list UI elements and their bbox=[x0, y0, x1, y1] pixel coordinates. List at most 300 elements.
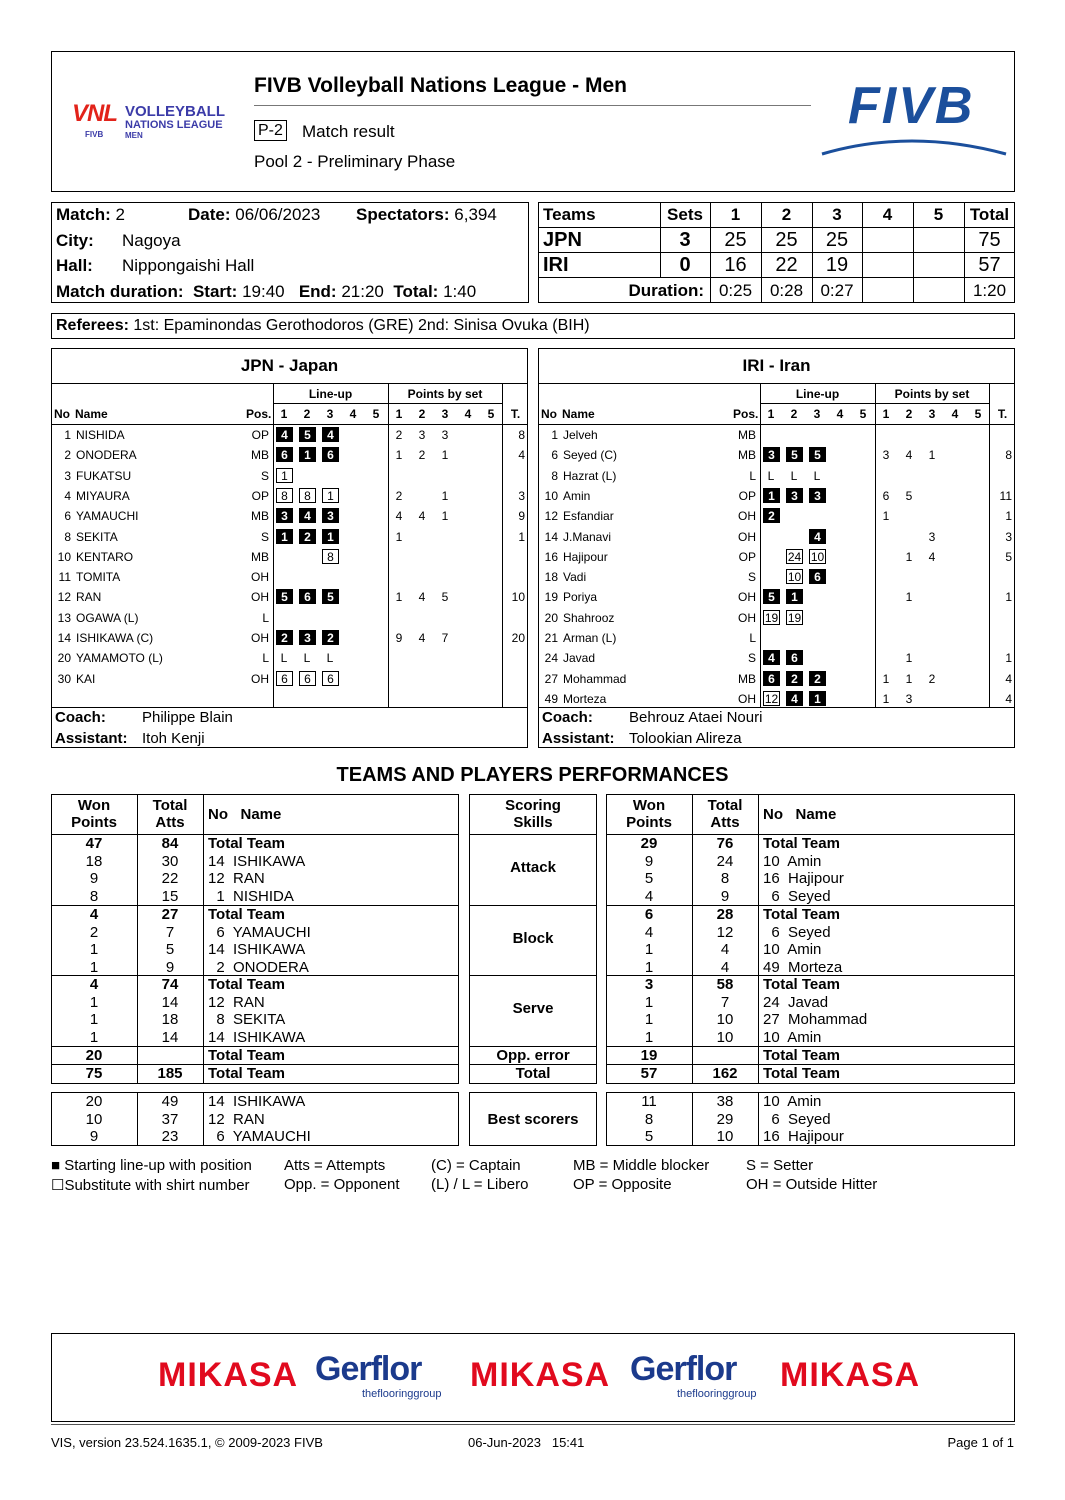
total-atts: 12 bbox=[716, 923, 734, 941]
player-or-team: 8 SEKITA bbox=[208, 1011, 286, 1029]
lineup-start-position: 3 bbox=[322, 508, 339, 523]
set-points: 1 bbox=[928, 448, 936, 463]
player-name: NISHIDA bbox=[76, 428, 125, 442]
lineup-libero: L bbox=[326, 651, 334, 666]
won-points: 9 bbox=[89, 870, 99, 888]
won-header: Points bbox=[626, 814, 672, 831]
total-atts: 15 bbox=[161, 887, 179, 905]
player-number: 4 bbox=[64, 488, 71, 503]
set-points: 3 bbox=[905, 691, 913, 706]
set-duration: 0:28 bbox=[769, 281, 804, 300]
player-or-team: 10 Amin bbox=[763, 941, 822, 959]
player-position: OH bbox=[738, 610, 756, 625]
lineup-start-position: 4 bbox=[276, 427, 293, 442]
player-or-team: 14 ISHIKAWA bbox=[208, 941, 306, 959]
set-header: 2 bbox=[418, 407, 426, 421]
player-name: Vadi bbox=[563, 570, 587, 585]
lineup-substitute: 19 bbox=[787, 610, 802, 625]
perf-col-divider bbox=[758, 1092, 759, 1146]
player-total: 9 bbox=[518, 509, 525, 524]
player-number: 27 bbox=[544, 671, 558, 686]
legend-item: Opp. = Opponent bbox=[284, 1176, 400, 1193]
player-total: 10 bbox=[511, 590, 525, 605]
roster-divider bbox=[51, 383, 528, 384]
pos-header: Pos. bbox=[246, 407, 272, 421]
player-or-team: Total Team bbox=[208, 906, 285, 923]
lineup-start-position: 5 bbox=[322, 589, 339, 604]
match-date: 06/06/2023 bbox=[235, 205, 321, 224]
score-row-divider bbox=[538, 277, 1015, 278]
set-points: 1 bbox=[441, 488, 449, 503]
legend-item: OP = Opposite bbox=[573, 1176, 672, 1193]
won-points: 4 bbox=[89, 906, 99, 923]
won-points: 1 bbox=[644, 1028, 654, 1046]
lineup-libero: L bbox=[767, 468, 775, 483]
set-points: 3 bbox=[928, 529, 936, 544]
set-duration: 0:25 bbox=[718, 281, 753, 300]
won-points: 1 bbox=[644, 1011, 654, 1029]
set-header: 1 bbox=[882, 407, 890, 421]
lineup-libero: L bbox=[280, 651, 288, 666]
player-number: 8 bbox=[64, 529, 71, 544]
lineup-substitute: 10 bbox=[810, 549, 825, 564]
player-name: RAN bbox=[76, 590, 102, 605]
set-score: 25 bbox=[775, 229, 798, 251]
player-name: FUKATSU bbox=[76, 468, 132, 483]
player-or-team: 2 ONODERA bbox=[208, 958, 309, 976]
set-header: 1 bbox=[767, 407, 775, 421]
set-points: 9 bbox=[395, 631, 403, 645]
set-points: 1 bbox=[441, 509, 449, 524]
lineup-libero: L bbox=[303, 651, 311, 666]
won-points: 4 bbox=[89, 976, 99, 993]
match-number: 2 bbox=[115, 205, 125, 224]
points-header: Points by set bbox=[894, 387, 970, 401]
roster-divider bbox=[538, 707, 1015, 708]
set-points: 1 bbox=[395, 590, 403, 605]
set-header: 3 bbox=[813, 407, 821, 421]
player-total: 11 bbox=[999, 488, 1012, 503]
player-number: 10 bbox=[544, 488, 558, 503]
player-position: OH bbox=[738, 529, 756, 544]
player-or-team: 12 RAN bbox=[208, 993, 265, 1011]
lineup-substitute: 24 bbox=[787, 549, 802, 564]
lineup-start-position: 2 bbox=[299, 529, 316, 544]
score-header: 4 bbox=[882, 205, 893, 224]
player-position: OH bbox=[251, 631, 269, 645]
lineup-start-position: 1 bbox=[809, 691, 826, 706]
set-header: 2 bbox=[303, 407, 311, 421]
lineup-substitute: 12 bbox=[764, 691, 779, 706]
mikasa-logo: MIKASA bbox=[780, 1356, 921, 1394]
player-position: OP bbox=[738, 549, 756, 564]
player-name: SEKITA bbox=[76, 529, 118, 544]
legend-item: MB = Middle blocker bbox=[573, 1157, 710, 1174]
spectators-row: Spectators: 6,394 bbox=[356, 205, 497, 224]
player-position: OP bbox=[251, 428, 269, 442]
lineup-start-position: 2 bbox=[276, 630, 293, 645]
set-header: 3 bbox=[928, 407, 936, 421]
set-points: 1 bbox=[905, 590, 913, 605]
set-header: 5 bbox=[859, 407, 867, 421]
set-header: 2 bbox=[790, 407, 798, 421]
player-or-team: Total Team bbox=[763, 835, 840, 852]
total-atts: 10 bbox=[716, 1128, 734, 1146]
won-points: 4 bbox=[644, 887, 654, 905]
player-name: Morteza bbox=[563, 691, 607, 706]
player-number: 12 bbox=[57, 590, 71, 605]
set-points: 2 bbox=[395, 428, 403, 442]
player-name: Javad bbox=[563, 651, 596, 666]
player-number: 13 bbox=[57, 610, 71, 625]
player-number: 8 bbox=[551, 468, 558, 483]
phase: Pool 2 - Preliminary Phase bbox=[254, 152, 456, 171]
gerflor-logo: Gerflor bbox=[315, 1350, 422, 1388]
player-or-team: 24 Javad bbox=[763, 993, 829, 1011]
points-header: Points by set bbox=[407, 387, 483, 401]
player-position: MB bbox=[251, 509, 269, 524]
player-or-team: 10 Amin bbox=[763, 1093, 822, 1110]
set-score: 25 bbox=[724, 229, 747, 251]
won-points: 18 bbox=[85, 852, 103, 870]
set-points: 4 bbox=[928, 549, 936, 564]
player-or-team: 6 Seyed bbox=[763, 923, 831, 941]
skill-name: Opp. error bbox=[496, 1047, 570, 1064]
roster-divider bbox=[51, 424, 528, 425]
player-position: OP bbox=[251, 488, 269, 503]
player-number: 1 bbox=[551, 428, 558, 442]
won-points: 6 bbox=[644, 906, 654, 923]
player-or-team: 10 Amin bbox=[763, 852, 822, 870]
set-header: 5 bbox=[372, 407, 380, 421]
player-or-team: 27 Mohammad bbox=[763, 1011, 868, 1029]
player-total: 20 bbox=[511, 631, 525, 645]
total-atts: 24 bbox=[716, 852, 734, 870]
legend-item: OH = Outside Hitter bbox=[746, 1176, 878, 1193]
player-position: MB bbox=[251, 549, 269, 564]
coach-name: Philippe Blain bbox=[142, 709, 233, 726]
lineup-start-position: 2 bbox=[809, 671, 826, 686]
assistant-name: Tolookian Alireza bbox=[629, 730, 742, 747]
won-points: 1 bbox=[644, 941, 654, 959]
player-position: OH bbox=[251, 671, 269, 686]
gerflor-tagline: theflooringgroup bbox=[362, 1388, 442, 1400]
player-position: MB bbox=[738, 448, 756, 463]
set-points: 1 bbox=[905, 549, 913, 564]
lineup-start-position: 1 bbox=[786, 589, 803, 604]
set-points: 1 bbox=[882, 671, 890, 686]
lineup-start-position: 1 bbox=[299, 447, 316, 462]
total-atts: 84 bbox=[161, 835, 179, 852]
team-code: IRI bbox=[543, 254, 569, 276]
title-underline bbox=[254, 105, 811, 106]
total-atts: 7 bbox=[720, 993, 730, 1011]
set-header: 4 bbox=[951, 407, 959, 421]
atts-header: Atts bbox=[710, 814, 740, 831]
lineup-start-position: 5 bbox=[276, 589, 293, 604]
player-name: J.Manavi bbox=[563, 529, 612, 544]
lineup-start-position: 6 bbox=[786, 650, 803, 665]
lineup-start-position: 4 bbox=[763, 650, 780, 665]
lineup-start-position: 5 bbox=[299, 427, 316, 442]
set-points: 4 bbox=[418, 590, 426, 605]
won-points: 29 bbox=[640, 835, 658, 852]
player-position: S bbox=[747, 570, 756, 585]
match-row: Match: 2 bbox=[56, 205, 125, 224]
total-atts: 18 bbox=[161, 1011, 179, 1029]
fivb-logo-text: FIVB bbox=[848, 77, 975, 135]
player-number: 11 bbox=[58, 570, 71, 585]
player-name: KENTARO bbox=[76, 549, 134, 564]
coach-label: Coach: bbox=[542, 709, 593, 726]
total-atts: 28 bbox=[716, 906, 734, 923]
player-or-team: 1 NISHIDA bbox=[208, 887, 294, 905]
player-name: ISHIKAWA (C) bbox=[76, 631, 154, 645]
lineup-start-position: 4 bbox=[809, 529, 826, 544]
no-header: No bbox=[541, 407, 557, 421]
hall: Nippongaishi Hall bbox=[122, 256, 255, 275]
lineup-start-position: 5 bbox=[809, 447, 826, 462]
total-atts: 10 bbox=[716, 1028, 734, 1046]
total-atts: 27 bbox=[161, 906, 179, 923]
set-duration: 0:27 bbox=[820, 281, 854, 300]
vnl-logo bbox=[72, 100, 237, 145]
score-header: 2 bbox=[781, 205, 792, 224]
set-points: 1 bbox=[882, 509, 890, 524]
lineup-start-position: 4 bbox=[322, 427, 339, 442]
roster-divider bbox=[538, 383, 1015, 384]
lineup-start-position: 3 bbox=[786, 488, 803, 503]
legend-item: (C) = Captain bbox=[431, 1157, 521, 1174]
roster-col-divider bbox=[760, 383, 761, 707]
player-number: 20 bbox=[57, 651, 71, 666]
set-header: 4 bbox=[349, 407, 357, 421]
won-points: 1 bbox=[89, 1011, 99, 1029]
set-points: 1 bbox=[441, 448, 449, 463]
player-number: 16 bbox=[544, 549, 558, 564]
name-header: Name bbox=[562, 407, 595, 421]
player-total: 4 bbox=[1005, 671, 1012, 686]
no-name-header: No Name bbox=[208, 806, 282, 823]
set-header: 3 bbox=[441, 407, 449, 421]
lineup-start-position: 6 bbox=[299, 589, 316, 604]
lineup-start-position: 4 bbox=[786, 691, 803, 706]
player-number: 12 bbox=[544, 509, 558, 524]
player-position: L bbox=[262, 651, 269, 666]
player-position: S bbox=[260, 468, 269, 483]
set-points: 5 bbox=[905, 488, 913, 503]
total-atts: 5 bbox=[165, 941, 175, 959]
skill-name: Block bbox=[512, 930, 554, 947]
lineup-start-position: 6 bbox=[763, 671, 780, 686]
lineup-start-position: 6 bbox=[322, 447, 339, 462]
player-name: Mohammad bbox=[563, 671, 627, 686]
total-atts: 4 bbox=[720, 958, 730, 976]
won-points: 20 bbox=[85, 1093, 103, 1110]
coach-name: Behrouz Ataei Nouri bbox=[629, 709, 763, 726]
player-total: 3 bbox=[1005, 529, 1012, 544]
total-atts: 185 bbox=[157, 1065, 183, 1082]
player-or-team: 6 Seyed bbox=[763, 887, 831, 905]
won-points: 2 bbox=[89, 923, 99, 941]
set-header: 5 bbox=[974, 407, 982, 421]
city-label: City: bbox=[56, 231, 94, 250]
set-score: 16 bbox=[724, 254, 747, 276]
player-number: 2 bbox=[64, 448, 71, 463]
player-or-team: Total Team bbox=[208, 1047, 285, 1064]
set-points: 3 bbox=[418, 428, 426, 442]
duration-label: Duration: bbox=[628, 281, 704, 300]
assistant-label: Assistant: bbox=[55, 730, 128, 747]
lineup-substitute: 1 bbox=[322, 488, 339, 503]
won-points: 3 bbox=[644, 976, 654, 993]
player-position: OH bbox=[251, 570, 269, 585]
skill-name: Total bbox=[515, 1065, 551, 1082]
player-position: MB bbox=[738, 428, 756, 442]
player-or-team: 6 Seyed bbox=[763, 1110, 831, 1128]
set-header: 4 bbox=[836, 407, 844, 421]
player-name: Seyed (C) bbox=[563, 448, 618, 463]
player-name: Jelveh bbox=[563, 428, 598, 442]
perf-col-divider bbox=[758, 794, 759, 1084]
set-points: 4 bbox=[905, 448, 913, 463]
mikasa-logo: MIKASA bbox=[158, 1356, 299, 1394]
roster-divider bbox=[538, 424, 1015, 425]
skill-name: Best scorers bbox=[487, 1111, 579, 1128]
lineup-substitute: 8 bbox=[322, 549, 339, 564]
player-number: 49 bbox=[544, 691, 558, 706]
set-points: 1 bbox=[905, 671, 913, 686]
player-total: 8 bbox=[518, 428, 525, 442]
set-points: 4 bbox=[395, 509, 403, 524]
player-total: 1 bbox=[1005, 651, 1012, 666]
won-points: 10 bbox=[85, 1110, 103, 1128]
player-number: 30 bbox=[57, 671, 71, 686]
player-or-team: Total Team bbox=[763, 1065, 840, 1082]
set-points: 6 bbox=[882, 488, 890, 503]
player-or-team: 49 Morteza bbox=[763, 958, 843, 976]
set-points: 3 bbox=[441, 428, 449, 442]
vnl-logo-mark: VNL bbox=[72, 100, 117, 127]
fivb-swoosh-icon bbox=[820, 132, 1010, 160]
player-name: Esfandiar bbox=[563, 509, 614, 524]
roster-divider bbox=[273, 403, 502, 404]
set-header: 4 bbox=[464, 407, 472, 421]
player-or-team: Total Team bbox=[208, 976, 285, 993]
footer-page: Page 1 of 1 bbox=[947, 1435, 1014, 1450]
skills-divider bbox=[469, 975, 597, 976]
player-or-team: 16 Hajipour bbox=[763, 1128, 844, 1146]
player-position: L bbox=[262, 610, 269, 625]
date-row: Date: 06/06/2023 bbox=[188, 205, 321, 224]
player-total: 1 bbox=[518, 529, 525, 544]
player-name: Hajipour bbox=[563, 549, 608, 564]
set-points: 1 bbox=[905, 651, 913, 666]
score-header: Teams bbox=[543, 205, 596, 224]
legend-item: ■ Starting line-up with position bbox=[51, 1157, 252, 1174]
player-or-team: 10 Amin bbox=[763, 1028, 822, 1046]
won-points: 1 bbox=[89, 941, 99, 959]
won-header: Won bbox=[632, 797, 666, 814]
perf-col-divider bbox=[203, 1092, 204, 1146]
set-points: 4 bbox=[418, 509, 426, 524]
roster-divider bbox=[51, 707, 528, 708]
player-total: 1 bbox=[1005, 590, 1012, 605]
player-number: 14 bbox=[57, 631, 71, 645]
total-atts: 7 bbox=[165, 923, 175, 941]
total-atts: 38 bbox=[716, 1093, 734, 1110]
won-points: 1 bbox=[644, 993, 654, 1011]
score-row-divider bbox=[538, 227, 1015, 228]
player-or-team: 6 YAMAUCHI bbox=[208, 1128, 311, 1146]
footer-version: VIS, version 23.524.1635.1, © 2009-2023 FIVB bbox=[51, 1435, 323, 1450]
gerflor-tagline: theflooringgroup bbox=[677, 1388, 757, 1400]
total-atts: 162 bbox=[712, 1065, 738, 1082]
skill-name: Attack bbox=[510, 859, 556, 876]
total-atts: 9 bbox=[720, 887, 730, 905]
lineup-substitute: 19 bbox=[764, 610, 779, 625]
player-position: S bbox=[747, 651, 756, 666]
score-header: 1 bbox=[730, 205, 741, 224]
score-header: Sets bbox=[667, 205, 703, 224]
performances-title: TEAMS AND PLAYERS PERFORMANCES bbox=[336, 764, 729, 786]
player-number: 19 bbox=[544, 590, 558, 605]
won-points: 4 bbox=[644, 923, 654, 941]
skill-name: Serve bbox=[512, 1000, 554, 1017]
total-atts: 23 bbox=[161, 1128, 179, 1146]
won-points: 19 bbox=[640, 1047, 658, 1064]
team-sets: 0 bbox=[679, 254, 691, 276]
lineup-start-position: 3 bbox=[763, 447, 780, 462]
legend-item: S = Setter bbox=[746, 1157, 814, 1174]
player-position: OH bbox=[738, 691, 756, 706]
won-points: 9 bbox=[89, 1128, 99, 1146]
vnl-logo-line1: VOLLEYBALL bbox=[125, 103, 225, 120]
player-or-team: 12 RAN bbox=[208, 1110, 265, 1128]
no-name-header: No Name bbox=[763, 806, 837, 823]
lineup-header: Line-up bbox=[795, 387, 840, 401]
lineup-start-position: 4 bbox=[299, 508, 316, 523]
end-time: 21:20 bbox=[341, 282, 384, 301]
player-or-team: 6 YAMAUCHI bbox=[208, 923, 311, 941]
total-header: T. bbox=[997, 407, 1008, 421]
set-points: 2 bbox=[928, 671, 936, 686]
total-atts: 10 bbox=[716, 1011, 734, 1029]
player-total: 3 bbox=[518, 488, 525, 503]
lineup-start-position: 3 bbox=[276, 508, 293, 523]
total-atts: 14 bbox=[161, 1028, 179, 1046]
player-position: L bbox=[749, 468, 756, 483]
atts-header: Total bbox=[707, 797, 743, 814]
doc-type: Match result bbox=[302, 122, 395, 141]
pos-header: Pos. bbox=[733, 407, 759, 421]
city: Nagoya bbox=[122, 231, 181, 250]
skills-header: Skills bbox=[513, 814, 553, 831]
team-sets: 3 bbox=[679, 229, 691, 251]
legend-item: (L) / L = Libero bbox=[431, 1176, 529, 1193]
lineup-start-position: 5 bbox=[763, 589, 780, 604]
score-header: 5 bbox=[933, 205, 944, 224]
set-header: 3 bbox=[326, 407, 334, 421]
fivb-logo bbox=[820, 77, 1010, 162]
player-number: 1 bbox=[64, 428, 71, 442]
player-or-team: 16 Hajipour bbox=[763, 870, 844, 888]
player-total: 1 bbox=[1005, 509, 1012, 524]
player-number: 14 bbox=[544, 529, 558, 544]
assistant-name: Itoh Kenji bbox=[142, 730, 205, 747]
lineup-start-position: 3 bbox=[809, 488, 826, 503]
set-points: 1 bbox=[395, 529, 403, 544]
